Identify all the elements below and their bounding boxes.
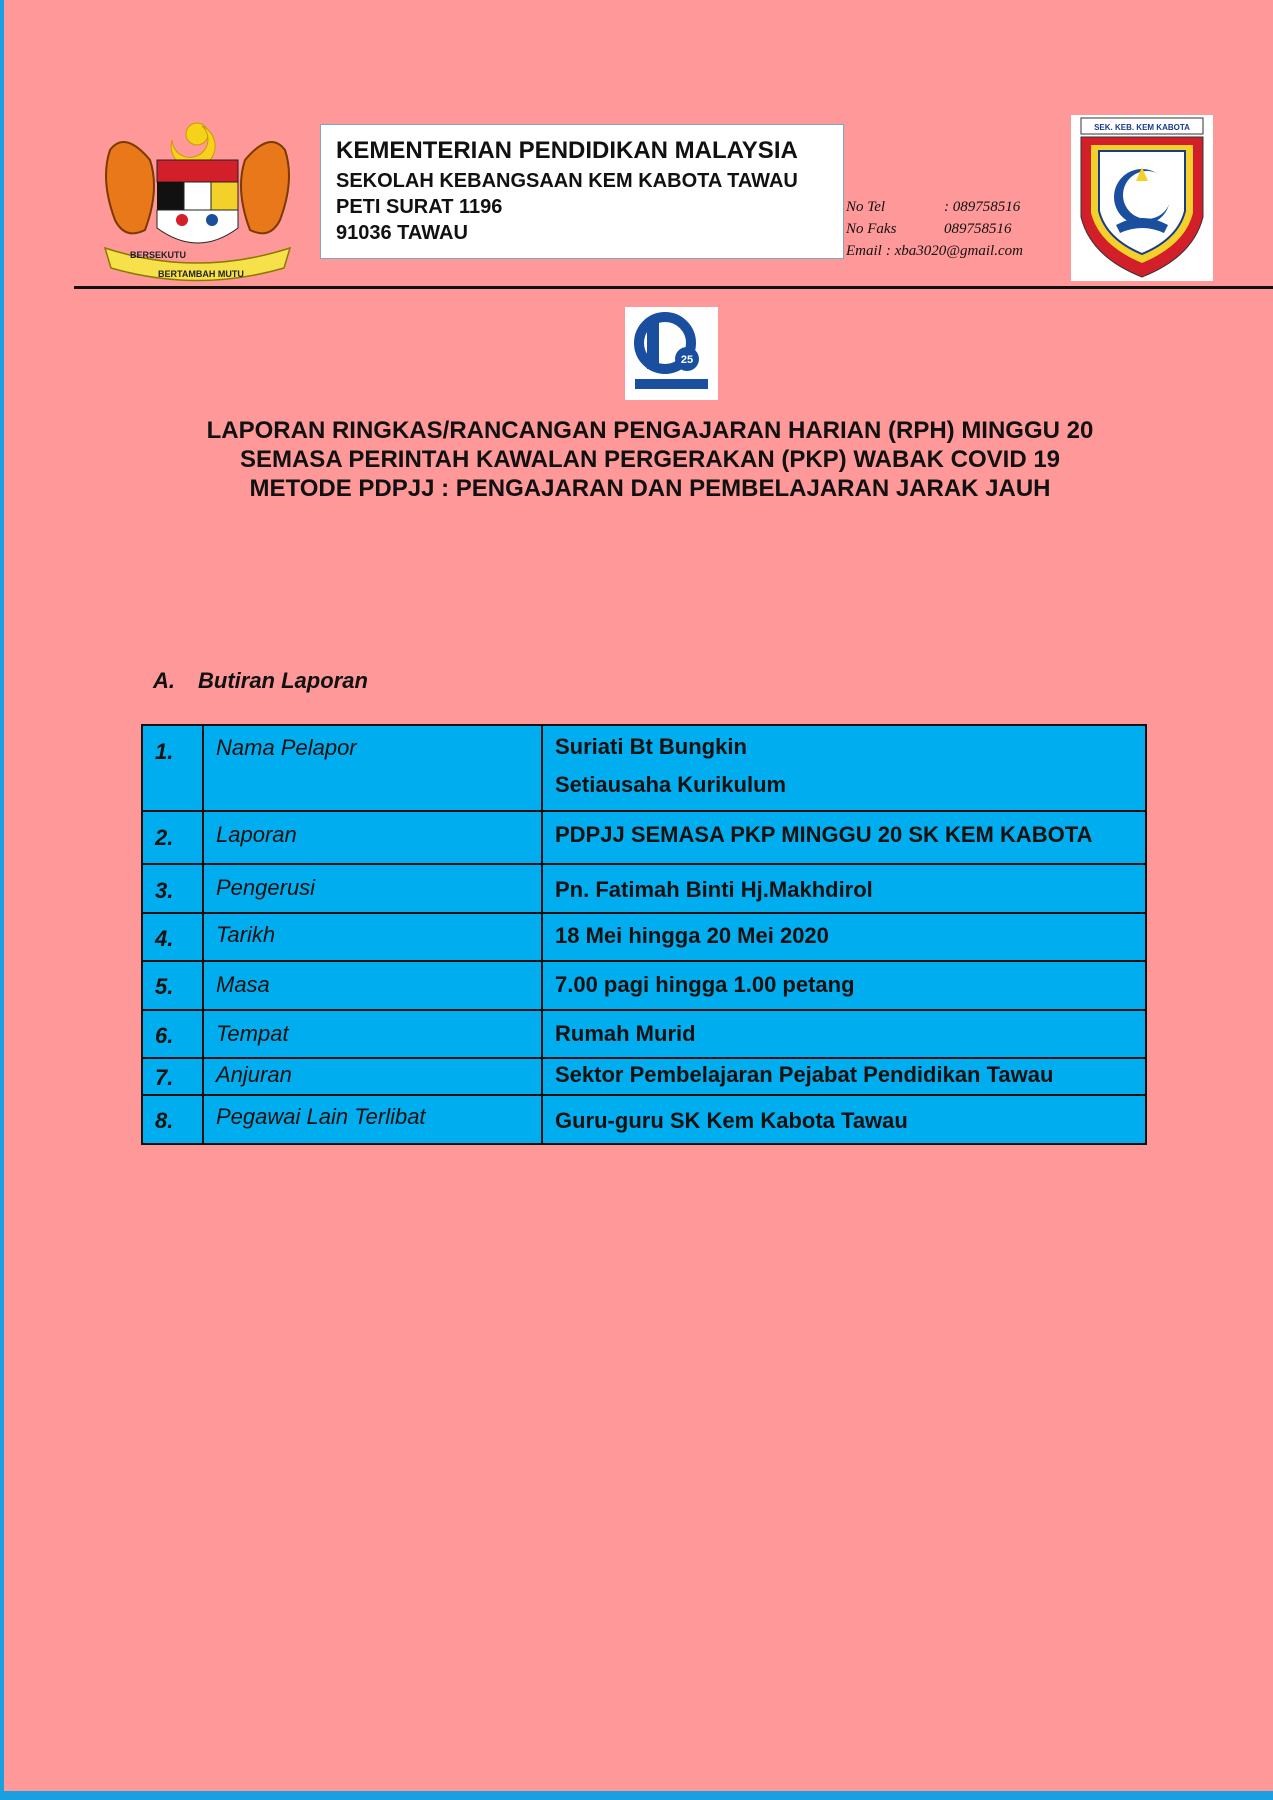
row-value: Suriati Bt Bungkin Setiausaha Kurikulum — [542, 725, 1146, 811]
row-value: Rumah Murid — [542, 1010, 1146, 1058]
header-divider — [74, 286, 1273, 289]
table-row — [142, 1095, 1146, 1144]
school-name: SEKOLAH KEBANGSAAN KEM KABOTA TAWAU — [336, 170, 798, 193]
row-label: Pegawai Lain Terlibat — [203, 1095, 542, 1144]
table-row — [142, 961, 1146, 1010]
row-value: Pn. Fatimah Binti Hj.Makhdirol — [542, 864, 1146, 913]
row-number: 6. — [142, 1010, 203, 1058]
row-number: 2. — [142, 811, 203, 864]
postcode-city: 91036 TAWAU — [336, 222, 468, 245]
table-row — [142, 1010, 1146, 1058]
row-value: Guru-guru SK Kem Kabota Tawau — [542, 1095, 1146, 1144]
row-label: Pengerusi — [203, 864, 542, 913]
table-row — [142, 913, 1146, 961]
row-label: Masa — [203, 961, 542, 1010]
row-number: 4. — [142, 913, 203, 961]
row-label: Tarikh — [203, 913, 542, 961]
report-details-table — [141, 724, 1147, 1145]
table-row — [142, 864, 1146, 913]
po-box: PETI SURAT 1196 — [336, 196, 503, 219]
contact-email: Email : xba3020@gmail.com — [846, 243, 1023, 259]
contact-block — [846, 196, 1023, 262]
contact-fax: No Faks 089758516 — [846, 221, 1012, 237]
row-number: 3. — [142, 864, 203, 913]
school-badge-logo — [1071, 115, 1213, 281]
title-line-2: SEMASA PERINTAH KAWALAN PERGERAKAN (PKP) WABAK COVID 19 — [239, 446, 1061, 473]
malaysia-crest-logo — [90, 120, 305, 285]
contact-tel: No Tel : 089758516 — [846, 199, 1021, 215]
row-value: PDPJJ SEMASA PKP MINGGU 20 SK KEM KABOTA — [542, 811, 1146, 864]
row-number: 1. — [142, 725, 203, 811]
row-number: 7. — [142, 1058, 203, 1095]
table-row — [142, 725, 1146, 811]
row-label: Nama Pelapor — [203, 725, 542, 811]
row-value: 18 Mei hingga 20 Mei 2020 — [542, 913, 1146, 961]
left-border — [0, 0, 4, 1800]
section-heading — [153, 668, 368, 694]
crest-motto-left: BERSEKUTU — [130, 250, 187, 260]
section-title: Butiran Laporan — [198, 668, 368, 693]
table-row — [142, 811, 1146, 864]
bottom-border — [0, 1791, 1273, 1800]
row-number: 5. — [142, 961, 203, 1010]
row-label: Laporan — [203, 811, 542, 864]
row-value: Sektor Pembelajaran Pejabat Pendidikan Tawau — [542, 1058, 1146, 1095]
table-row — [142, 1058, 1146, 1095]
row-value: 7.00 pagi hingga 1.00 petang — [542, 961, 1146, 1010]
ministry-name: KEMENTERIAN PENDIDIKAN MALAYSIA — [336, 137, 798, 164]
svg-text:25: 25 — [680, 354, 694, 366]
letterhead-box — [320, 124, 844, 259]
row-number: 8. — [142, 1095, 203, 1144]
school-badge-text: SEK. KEB. KEM KABOTA — [1094, 123, 1190, 132]
anniversary-25-logo — [625, 307, 718, 400]
crest-motto-bottom: BERTAMBAH MUTU — [158, 269, 244, 279]
title-line-3: METODE PDPJJ : PENGAJARAN DAN PEMBELAJARAN JARAK JAUH — [249, 475, 1051, 502]
row-label: Anjuran — [203, 1058, 542, 1095]
title-line-1: LAPORAN RINGKAS/RANCANGAN PENGAJARAN HARIAN (RPH) MINGGU 20 — [206, 417, 1094, 444]
section-number: A. — [153, 668, 175, 693]
row-label: Tempat — [203, 1010, 542, 1058]
report-title — [100, 416, 1200, 503]
